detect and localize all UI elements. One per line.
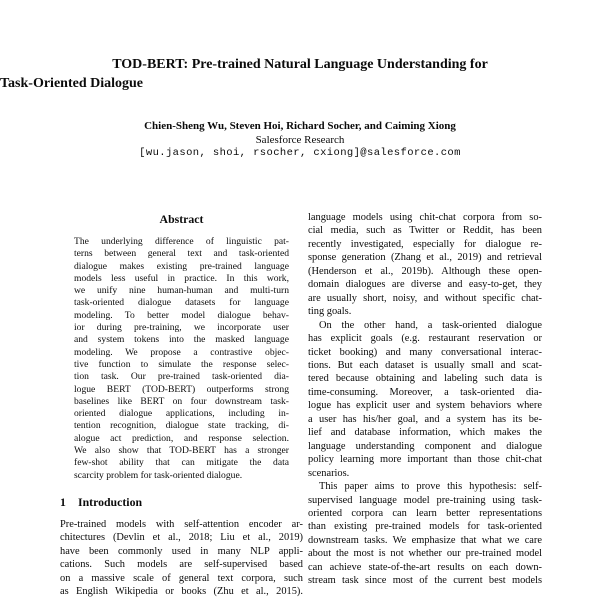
text-line: This paper aims to prove this hypothesis: self- xyxy=(319,481,542,493)
text-line: modeling. To better model dialogue behav- xyxy=(74,309,289,321)
text-line: cations. Such models are self-supervised based xyxy=(60,559,303,571)
text-line: models less useful in practice. In this work, xyxy=(74,272,289,284)
text-line: on a massive scale of general text corpora, such xyxy=(60,572,303,584)
text-line: Task-Oriented Dialogue xyxy=(0,75,143,91)
right-column xyxy=(308,211,542,588)
text-line: cial media, such as Twitter or Reddit, has been xyxy=(308,225,542,237)
text-line: stream task since most of the current best models xyxy=(308,575,542,587)
text-line: ior during pre-training, we incorporate user xyxy=(74,322,289,334)
left-column xyxy=(60,212,303,599)
text-line: sponse generation (Zhang et al., 2019) and retrieval xyxy=(308,252,542,264)
text-line: modeling. We propose a contrastive objec- xyxy=(74,346,289,358)
text-line: ting goals. xyxy=(308,306,352,318)
text-line: ticket booking) and many conversational interac- xyxy=(308,346,542,358)
text-line: few-shot ability that can mitigate the data xyxy=(74,457,289,469)
text-line: oriented corpora can learn better representations xyxy=(308,507,542,519)
text-line: terns between general text and task-oriented xyxy=(74,248,289,260)
text-line: logue BERT (TOD-BERT) outperforms strong xyxy=(74,383,289,395)
text-line: tions. But each dataset is usually small and scat- xyxy=(308,359,542,371)
introduction-body xyxy=(60,518,303,599)
text-line: scenarios. xyxy=(308,467,350,479)
text-line: and system tokens into the masked language xyxy=(74,334,289,346)
text-line: time-consuming. Moreover, a task-oriented dia- xyxy=(308,386,542,398)
text-line: language understanding component and dialogue xyxy=(308,440,542,452)
text-line: (Henderson et al., 2019b). Although these open- xyxy=(308,265,542,277)
email-line: [wu.jason, shoi, rsocher, cxiong]@salesforce.com xyxy=(139,147,461,159)
authors-line: Chien-Sheng Wu, Steven Hoi, Richard Socher, and Caiming Xiong xyxy=(144,120,456,132)
text-line: language models using chit-chat corpora from so- xyxy=(308,212,542,223)
section-number: 1 xyxy=(60,494,66,509)
section-heading-introduction xyxy=(60,495,303,510)
text-line: has explicit goals (e.g. restaurant reservation or xyxy=(308,333,542,345)
text-line: are usually short, noisy, and without specific chat- xyxy=(308,292,542,304)
text-line: We also show that TOD-BERT has a stronger xyxy=(74,445,289,457)
text-line: tention recognition, dialogue state tracking, di- xyxy=(74,420,289,432)
text-line: policy learning more important than those chit-chat xyxy=(308,454,542,466)
text-line: domain dialogues are diverse and easy-to-get, they xyxy=(308,279,542,291)
text-line: we unify nine human-human and multi-turn xyxy=(74,285,289,297)
text-line: chitectures (Devlin et al., 2018; Liu et al., 2019) xyxy=(60,532,303,544)
text-line: scarcity problem for task-oriented dialogue. xyxy=(74,469,243,481)
text-line: logue has explicit user and system behaviors where xyxy=(308,400,542,412)
text-line: as English Wikipedia or books (Zhu et al., 2015). xyxy=(60,586,303,598)
text-line: tive function to simulate the response selec- xyxy=(74,358,289,370)
text-line: supervised language model pre-training using task- xyxy=(308,494,542,506)
text-line: a user has his/her goal, and a system has its be- xyxy=(308,413,542,425)
text-line: TOD-BERT: Pre-trained Natural Language Understanding for xyxy=(112,57,488,72)
text-line: alogue act prediction, and response selection. xyxy=(74,432,289,444)
text-line: tered because obtaining and labeling such data is xyxy=(308,373,542,385)
abstract-body xyxy=(74,236,289,482)
text-line: lief and database information, which makes the xyxy=(308,427,542,439)
text-line: The underlying difference of linguistic pat- xyxy=(74,236,289,247)
abstract-heading: Abstract xyxy=(159,212,204,226)
paper-title xyxy=(0,56,600,93)
text-line: recently investigated, especially for dialogue re- xyxy=(308,238,542,250)
text-line: baselines like BERT on four downstream task- xyxy=(74,395,289,407)
text-line: oriented dialogue applications, including in- xyxy=(74,408,289,420)
affiliation-line: Salesforce Research xyxy=(255,134,345,146)
text-line: can achieve state-of-the-art results on each down- xyxy=(308,561,542,573)
text-line: downstream tasks. We emphasize that what we care xyxy=(308,534,542,546)
text-line: dialogue makes existing pre-trained language xyxy=(74,260,289,272)
section-title: Introduction xyxy=(78,494,143,509)
text-line: tion task. Our pre-trained task-oriented dia- xyxy=(74,371,289,383)
text-line: task-oriented dialogue datasets for language xyxy=(74,297,289,309)
text-line: On the other hand, a task-oriented dialogue xyxy=(319,319,542,331)
text-line: Pre-trained models with self-attention encoder ar- xyxy=(60,518,303,530)
text-line: about the most is not whether our pre-trained model xyxy=(308,548,542,560)
text-line: than existing pre-trained models for task-oriented xyxy=(308,521,542,533)
text-line: have been commonly used in many NLP appli- xyxy=(60,545,303,557)
